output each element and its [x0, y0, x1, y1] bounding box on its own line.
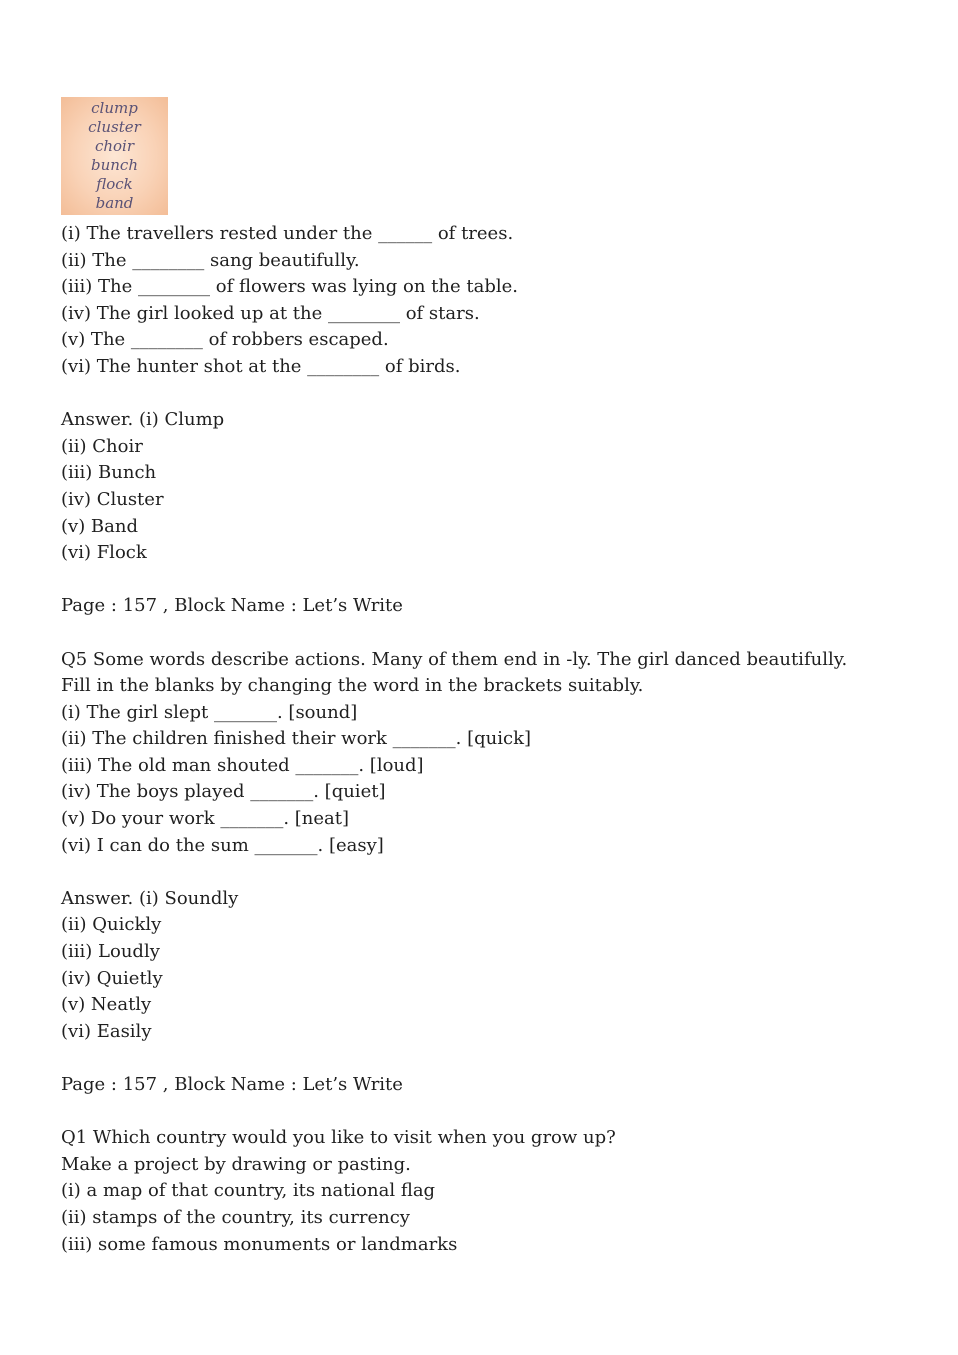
document-page	[61, 97, 921, 1258]
question-line: (ii) The children finished their work _______. [quick]	[61, 728, 532, 750]
question-line: (ii) The ________ sang beautifully.	[61, 249, 360, 271]
answer-line: (v) Neatly	[61, 994, 152, 1016]
answer-line: (iv) Quietly	[61, 967, 163, 989]
page-reference: Page : 157 , Block Name : Let’s Write	[61, 1074, 403, 1095]
question-line: (iii) The old man shouted _______. [loud]	[61, 754, 424, 776]
question-line: Make a project by drawing or pasting.	[61, 1153, 411, 1175]
q4-answers	[61, 407, 921, 567]
word-box-image	[61, 97, 168, 215]
q5-answers	[61, 886, 921, 1046]
word-box-word: cluster	[88, 118, 141, 136]
answer-line: (vi) Easily	[61, 1020, 152, 1042]
question-line: Q5 Some words describe actions. Many of them end in -ly. The girl danced beautifully.	[61, 648, 848, 670]
q4-questions	[61, 221, 921, 381]
word-box-word: choir	[94, 137, 135, 155]
answer-line: (ii) Quickly	[61, 914, 162, 936]
answer-line: (vi) Flock	[61, 542, 147, 564]
word-box-word: flock	[96, 175, 133, 193]
question-line: (i) a map of that country, its national flag	[61, 1180, 436, 1202]
question-line: Fill in the blanks by changing the word in the brackets suitably.	[61, 675, 644, 697]
page-reference: Page : 157 , Block Name : Let’s Write	[61, 595, 403, 617]
word-box-word: clump	[91, 99, 138, 117]
answer-line: (v) Band	[61, 515, 139, 537]
question-line: (i) The travellers rested under the ______ of trees.	[61, 223, 514, 244]
word-box-word: bunch	[91, 156, 138, 174]
answer-line: Answer. (i) Clump	[61, 409, 225, 431]
answer-line: Answer. (i) Soundly	[61, 887, 239, 909]
question-line: (iv) The girl looked up at the ________ of stars.	[61, 302, 480, 324]
question-line: (vi) I can do the sum _______. [easy]	[61, 834, 384, 856]
question-line: (i) The girl slept _______. [sound]	[61, 701, 358, 723]
question-line: (v) Do your work _______. [neat]	[61, 808, 350, 830]
answer-line: (ii) Choir	[61, 435, 143, 457]
question-line: (iii) some famous monuments or landmarks	[61, 1233, 458, 1255]
question-line: (ii) stamps of the country, its currency	[61, 1206, 410, 1228]
answer-line: (iii) Bunch	[61, 462, 157, 484]
question-line: (v) The ________ of robbers escaped.	[61, 329, 389, 351]
answer-line: (iv) Cluster	[61, 488, 164, 510]
question-line: (iii) The ________ of flowers was lying on the table.	[61, 276, 519, 298]
q5-questions	[61, 647, 921, 860]
q1-project	[61, 1125, 921, 1258]
question-line: (iv) The boys played _______. [quiet]	[61, 781, 386, 803]
word-box-word: band	[95, 194, 134, 212]
question-line: (vi) The hunter shot at the ________ of birds.	[61, 355, 461, 377]
question-line: Q1 Which country would you like to visit when you grow up?	[61, 1127, 616, 1149]
answer-line: (iii) Loudly	[61, 941, 160, 963]
